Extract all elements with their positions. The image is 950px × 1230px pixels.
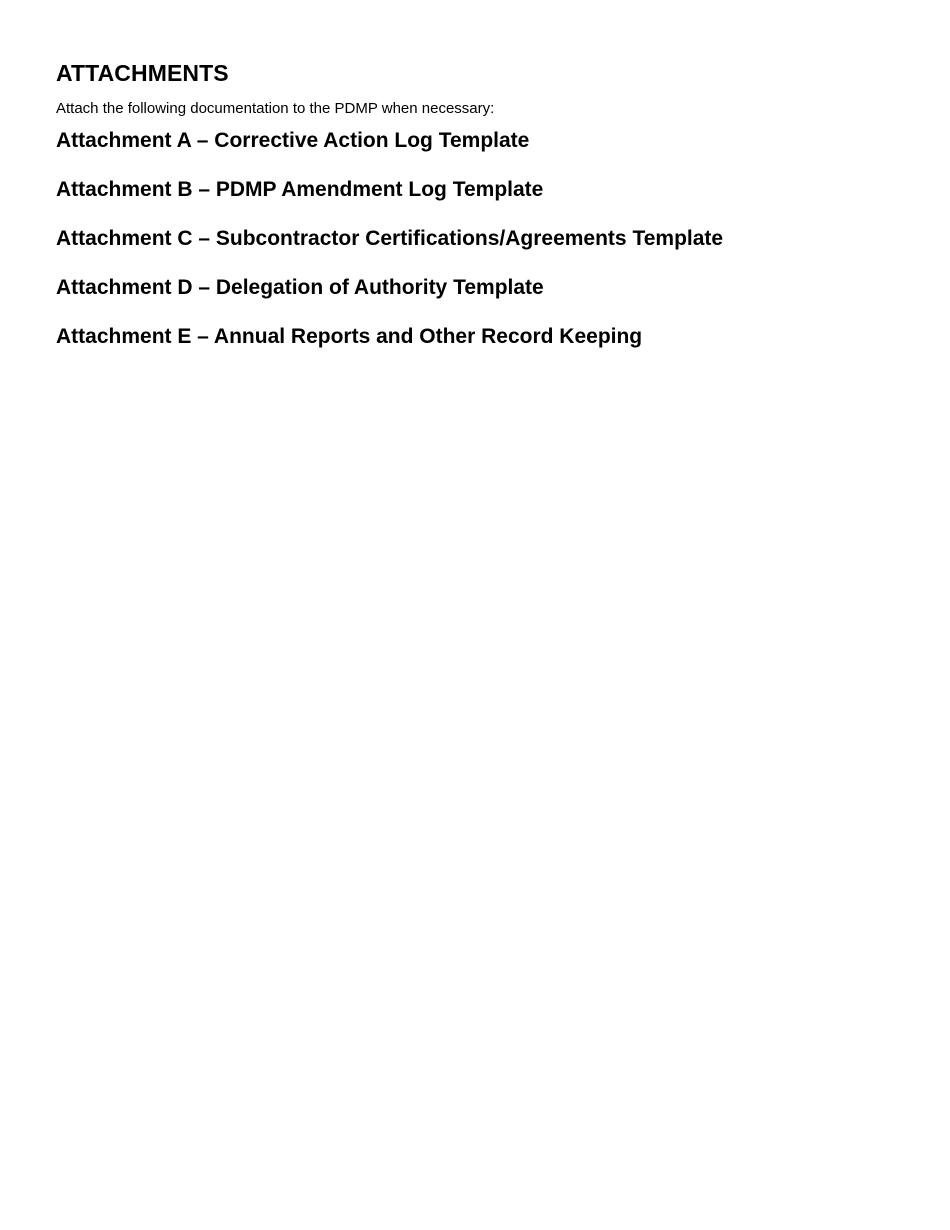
intro-text: Attach the following documentation to the PDMP when necessary: (56, 100, 495, 117)
attachment-item-b: Attachment B – PDMP Amendment Log Template (56, 178, 544, 201)
section-heading: ATTACHMENTS (56, 60, 229, 86)
attachment-item-d: Attachment D – Delegation of Authority Template (56, 276, 544, 299)
attachment-item-c: Attachment C – Subcontractor Certifications/Agreements Template (56, 227, 724, 250)
attachment-item-a: Attachment A – Corrective Action Log Template (56, 129, 530, 152)
attachment-item-e: Attachment E – Annual Reports and Other Record Keeping (56, 325, 643, 348)
document-content (56, 58, 896, 372)
attachment-list (56, 127, 896, 351)
